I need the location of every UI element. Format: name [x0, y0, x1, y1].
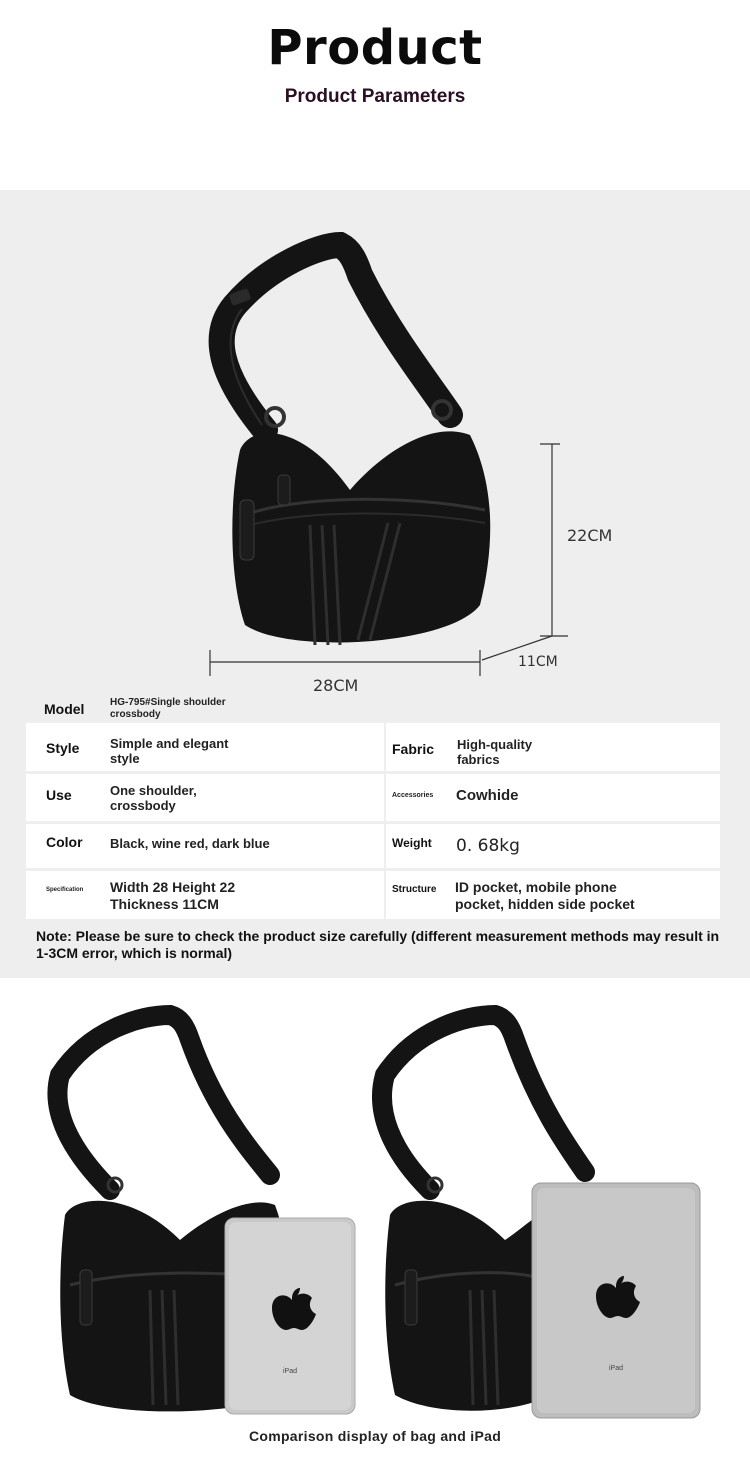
use-value: One shoulder, crossbody [110, 783, 197, 813]
color-label: Color [46, 834, 83, 850]
fabric-value: High-quality fabrics [457, 737, 533, 767]
style-value: Simple and elegant style [110, 736, 229, 766]
comparison-image-right [370, 1000, 720, 1420]
size-note: Note: Please be sure to check the product size carefully (different measurement methods may result in 1-3CM error, which is normal) [36, 928, 720, 961]
ipad-label-right: iPad [609, 1365, 624, 1372]
structure-value: ID pocket, mobile phone pocket, hidden side pocket [455, 879, 635, 912]
page-subtitle: Product Parameters [284, 86, 466, 107]
color-value: Black, wine red, dark blue [110, 836, 270, 851]
style-label: Style [46, 740, 80, 756]
width-dimension: 28CM [313, 676, 359, 695]
ipad-label-left: iPad [283, 1368, 298, 1375]
table-divider [384, 723, 386, 919]
specification-value: Width 28 Height 22 Thickness 11CM [110, 879, 236, 912]
height-dimension: 22CM [567, 526, 613, 545]
weight-value: 0. 68kg [456, 836, 520, 856]
fabric-label: Fabric [392, 741, 435, 757]
accessories-label: Accessories [392, 792, 434, 799]
dimension-lines [200, 440, 580, 680]
weight-label: Weight [392, 836, 432, 850]
depth-dimension: 11CM [518, 654, 558, 670]
structure-label: Structure [392, 884, 437, 895]
model-label: Model [44, 701, 85, 717]
specification-label: Specification [46, 887, 84, 893]
accessories-value: Cowhide [456, 787, 519, 804]
model-value: HG-795#Single shoulder crossbody [110, 697, 226, 720]
comparison-caption: Comparison display of bag and iPad [248, 1428, 502, 1444]
use-label: Use [46, 787, 72, 803]
comparison-image-left [20, 1000, 370, 1420]
page-title: Product [267, 20, 483, 76]
